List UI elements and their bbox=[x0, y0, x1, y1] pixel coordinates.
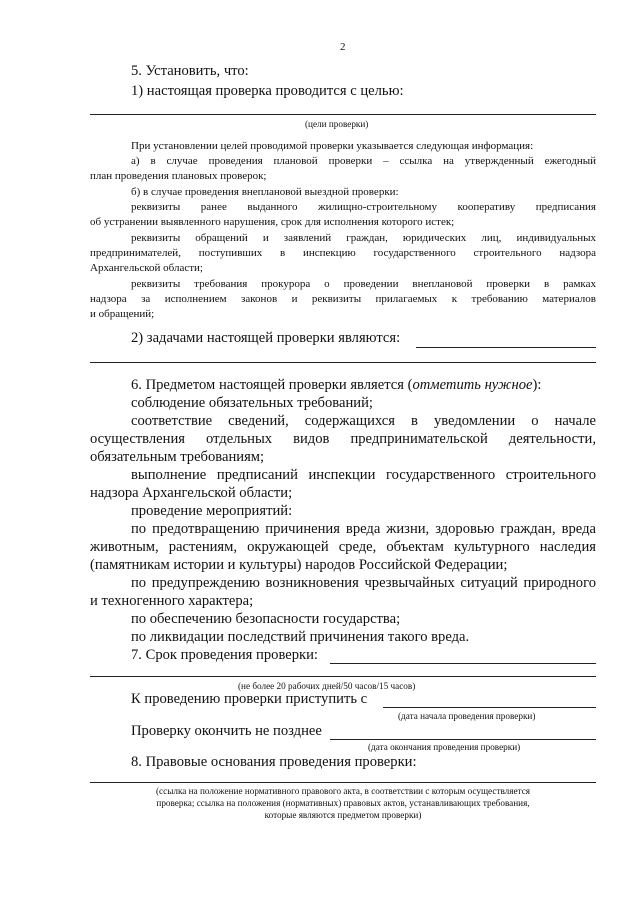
term-fill-line-2 bbox=[90, 676, 596, 677]
start-date-line bbox=[383, 707, 596, 708]
legal-caption-line-2: проверка; ссылка на положения (нормативных) правовых актов, устанавливающих требования, bbox=[156, 798, 530, 808]
subject-notice-line-3: обязательным требованиям; bbox=[90, 449, 265, 465]
info-r2-line-1: реквизиты обращений и заявлений граждан, юридических лиц, индивидуальных bbox=[131, 232, 596, 244]
legal-caption-line-1: (ссылка на положение нормативного правового акта, в соответствии с которым осуществляется bbox=[156, 786, 530, 796]
subject-notice-line-2: осуществления отдельных видов предпринимательской деятельности, bbox=[90, 431, 596, 447]
section-8-heading: 8. Правовые основания проведения проверки: bbox=[131, 754, 417, 770]
subject-orders-line-1: выполнение предписаний инспекции государственного строительного bbox=[131, 467, 596, 483]
term-caption: (не более 20 рабочих дней/50 часов/15 часов) bbox=[238, 681, 416, 691]
legal-caption-line-3: которые являются предметом проверки) bbox=[264, 810, 422, 820]
end-date-caption: (дата окончания проведения проверки) bbox=[368, 742, 521, 752]
legal-basis-fill-line bbox=[90, 782, 596, 783]
info-intro: При установлении целей проводимой проверки указывается следующая информация: bbox=[131, 140, 534, 152]
info-r3-line-1: реквизиты требования прокурора о проведении внеплановой проверки в рамках bbox=[131, 278, 596, 290]
subject-prevention-line-3: (памятникам истории и культуры) народов Российской Федерации; bbox=[90, 557, 508, 573]
section-5-item-2: 2) задачами настоящей проверки являются: bbox=[131, 330, 401, 346]
section-6-heading-end: ): bbox=[532, 377, 542, 393]
start-label: К проведению проверки приступить с bbox=[131, 691, 368, 707]
section-5-item-1: 1) настоящая проверка проводится с целью: bbox=[131, 83, 404, 99]
end-label: Проверку окончить не позднее bbox=[131, 723, 322, 739]
subject-security: по обеспечению безопасности государства; bbox=[131, 611, 401, 627]
section-6-heading-emphasis: отметить нужное bbox=[412, 377, 533, 393]
goals-caption: (цели проверки) bbox=[305, 119, 369, 129]
subject-prevention-line-1: по предотвращению причинения вреда жизни, здоровью граждан, вреда bbox=[131, 521, 596, 537]
info-r2-line-3: Архангельской области; bbox=[90, 262, 203, 274]
section-6-heading bbox=[131, 377, 541, 394]
tasks-fill-line-1 bbox=[416, 347, 596, 348]
subject-orders-line-2: надзора Архангельской области; bbox=[90, 485, 293, 501]
subject-liquidation: по ликвидации последствий причинения такого вреда. bbox=[131, 629, 470, 645]
info-r1-line-1: реквизиты ранее выданного жилищно-строительному кооперативу предписания bbox=[131, 201, 596, 213]
page-number: 2 bbox=[340, 41, 346, 53]
end-date-line bbox=[330, 739, 596, 740]
info-r3-line-2: надзора за исполнением законов и реквизиты прилагаемых к требованию материалов bbox=[90, 293, 596, 305]
term-fill-line-1 bbox=[330, 663, 596, 664]
info-r3-line-3: и обращений; bbox=[90, 308, 155, 320]
start-date-caption: (дата начала проведения проверки) bbox=[398, 711, 536, 721]
info-a-line-1: а) в случае проведения плановой проверки – ссылка на утвержденный ежегодный bbox=[131, 155, 596, 167]
subject-emergency-line-1: по предупреждению возникновения чрезвычайных ситуаций природного bbox=[131, 575, 596, 591]
section-5-heading: 5. Установить, что: bbox=[131, 63, 249, 79]
section-7-heading: 7. Срок проведения проверки: bbox=[131, 647, 318, 663]
subject-notice-line-1: соответствие сведений, содержащихся в уведомлении о начале bbox=[131, 413, 596, 429]
goals-fill-line bbox=[90, 114, 596, 115]
info-a-line-2: план проведения плановых проверок; bbox=[90, 170, 267, 182]
subject-emergency-line-2: и техногенного характера; bbox=[90, 593, 254, 609]
tasks-fill-line-2 bbox=[90, 362, 596, 363]
subject-prevention-line-2: животным, растениям, окружающей среде, объектам культурного наследия bbox=[90, 539, 596, 555]
subject-compliance: соблюдение обязательных требований; bbox=[131, 395, 373, 411]
info-r2-line-2: предпринимателей, поступивших в инспекцию государственного строительного надзора bbox=[90, 247, 596, 259]
subject-measures: проведение мероприятий: bbox=[131, 503, 293, 519]
section-6-heading-text: 6. Предметом настоящей проверки является ( bbox=[131, 377, 413, 393]
info-r1-line-2: об устранении выявленного нарушения, срок для исполнения которого истек; bbox=[90, 216, 455, 228]
info-b: б) в случае проведения внеплановой выездной проверки: bbox=[131, 186, 399, 198]
